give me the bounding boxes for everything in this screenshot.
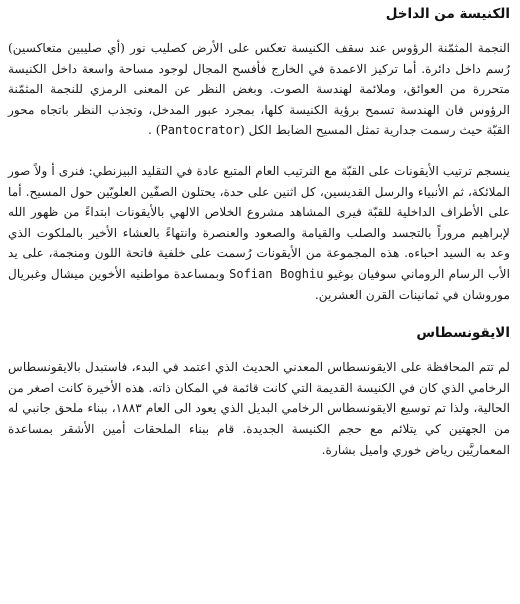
paragraph-iconostasis: لم تتم المحافظة على الايقونسطاس المعدني الحديث الذي اعتمد في البدء، فاستبدل بالايقونسطاس الرخامي الذي كان في الكنيسة القديمة التي كانت قائمة في المكان ذاته. هذه الأخيرة كانت اصغر من الحالية، ولذا تم توسيع الايقونسطاس الرخامي البديل الذي يعود الى العام ١٨٨٣، ببناء ملحق جانبي له من الجهتين كي يتلائم مع حجم الكنيسة الجديدة. قام ببناء الملحقات أمين الأشقر بمساعدة المعماريَّين رياض خوري واميل بشارة.	[8, 360, 510, 457]
paragraph-icons-arrangement	[8, 161, 510, 305]
paragraph-text: النجمة المثمّنة الرؤوس عند سقف الكنيسة تعكس على الأرض كصليب نور (أي صليبين متعاكسين) رُسم داخل دائرة. أما تركيز الاعمدة في الخارج فأفسح المجال لوجود مساحة واسعة داخل الكنيسة متحررة من العوائق، وملائمة لهندسة الصوت. وبغض النظر عن المعنى الرمزي للنجمة المثمّنة الرؤوس فان الهندسة تسمح برؤية الكنيسة كلها، بمجرد عبور المدخل، وتجذب النظر باتجاه محور القبّة حيث رسمت جدارية تمثل المسيح الضابط الكل (	[8, 41, 510, 138]
paragraph-text-end: ) .	[148, 123, 161, 138]
section-title-iconostasis: الايقونسطاس	[416, 325, 510, 342]
section-church-interior	[8, 4, 510, 305]
paragraph-text: ينسجم ترتيب الأيقونات على القبّة مع الترتيب العام المتبع عادة في التقليد البيزنطي: فنرى أ ولاً صور الملائكة، ثم الأنبياء والرسل القديسين، كل اثنين على حدة، يحتلون الصفّين العلويّين حول المسيح. أما على الأطراف الداخلية للقبّة فيرى المشاهد مشروع الخلاص الالهي بالأيقونات ابتداءً من ظهور الله لإبراهيم مروراً بالتجسد والصلب والقيامة والصعود والعنصرة وانتهاءً بالعشاء الأخير بالملكوت الذي وعد به السيد احباءه. هذه المجموعة من الأيقونات رُسمت على خلفية فاتحة اللون ومنجمة، على يد الأب الرسام الروماني سوفيان بوغيو	[8, 163, 510, 281]
paragraph-text-end: وبمساعدة مواطنيه الأخوين ميشال وغبريال موروشان في ثمانينات القرن العشرين.	[8, 266, 510, 302]
section-iconostasis	[8, 323, 510, 460]
latin-term-pantocrator: Pantocrator	[160, 123, 241, 138]
paragraph-dome-star	[8, 38, 510, 141]
section-title-church-interior: الكنيسة من الداخل	[385, 6, 510, 22]
latin-name-sofian-boghiu: Sofian Boghiu	[229, 266, 324, 281]
